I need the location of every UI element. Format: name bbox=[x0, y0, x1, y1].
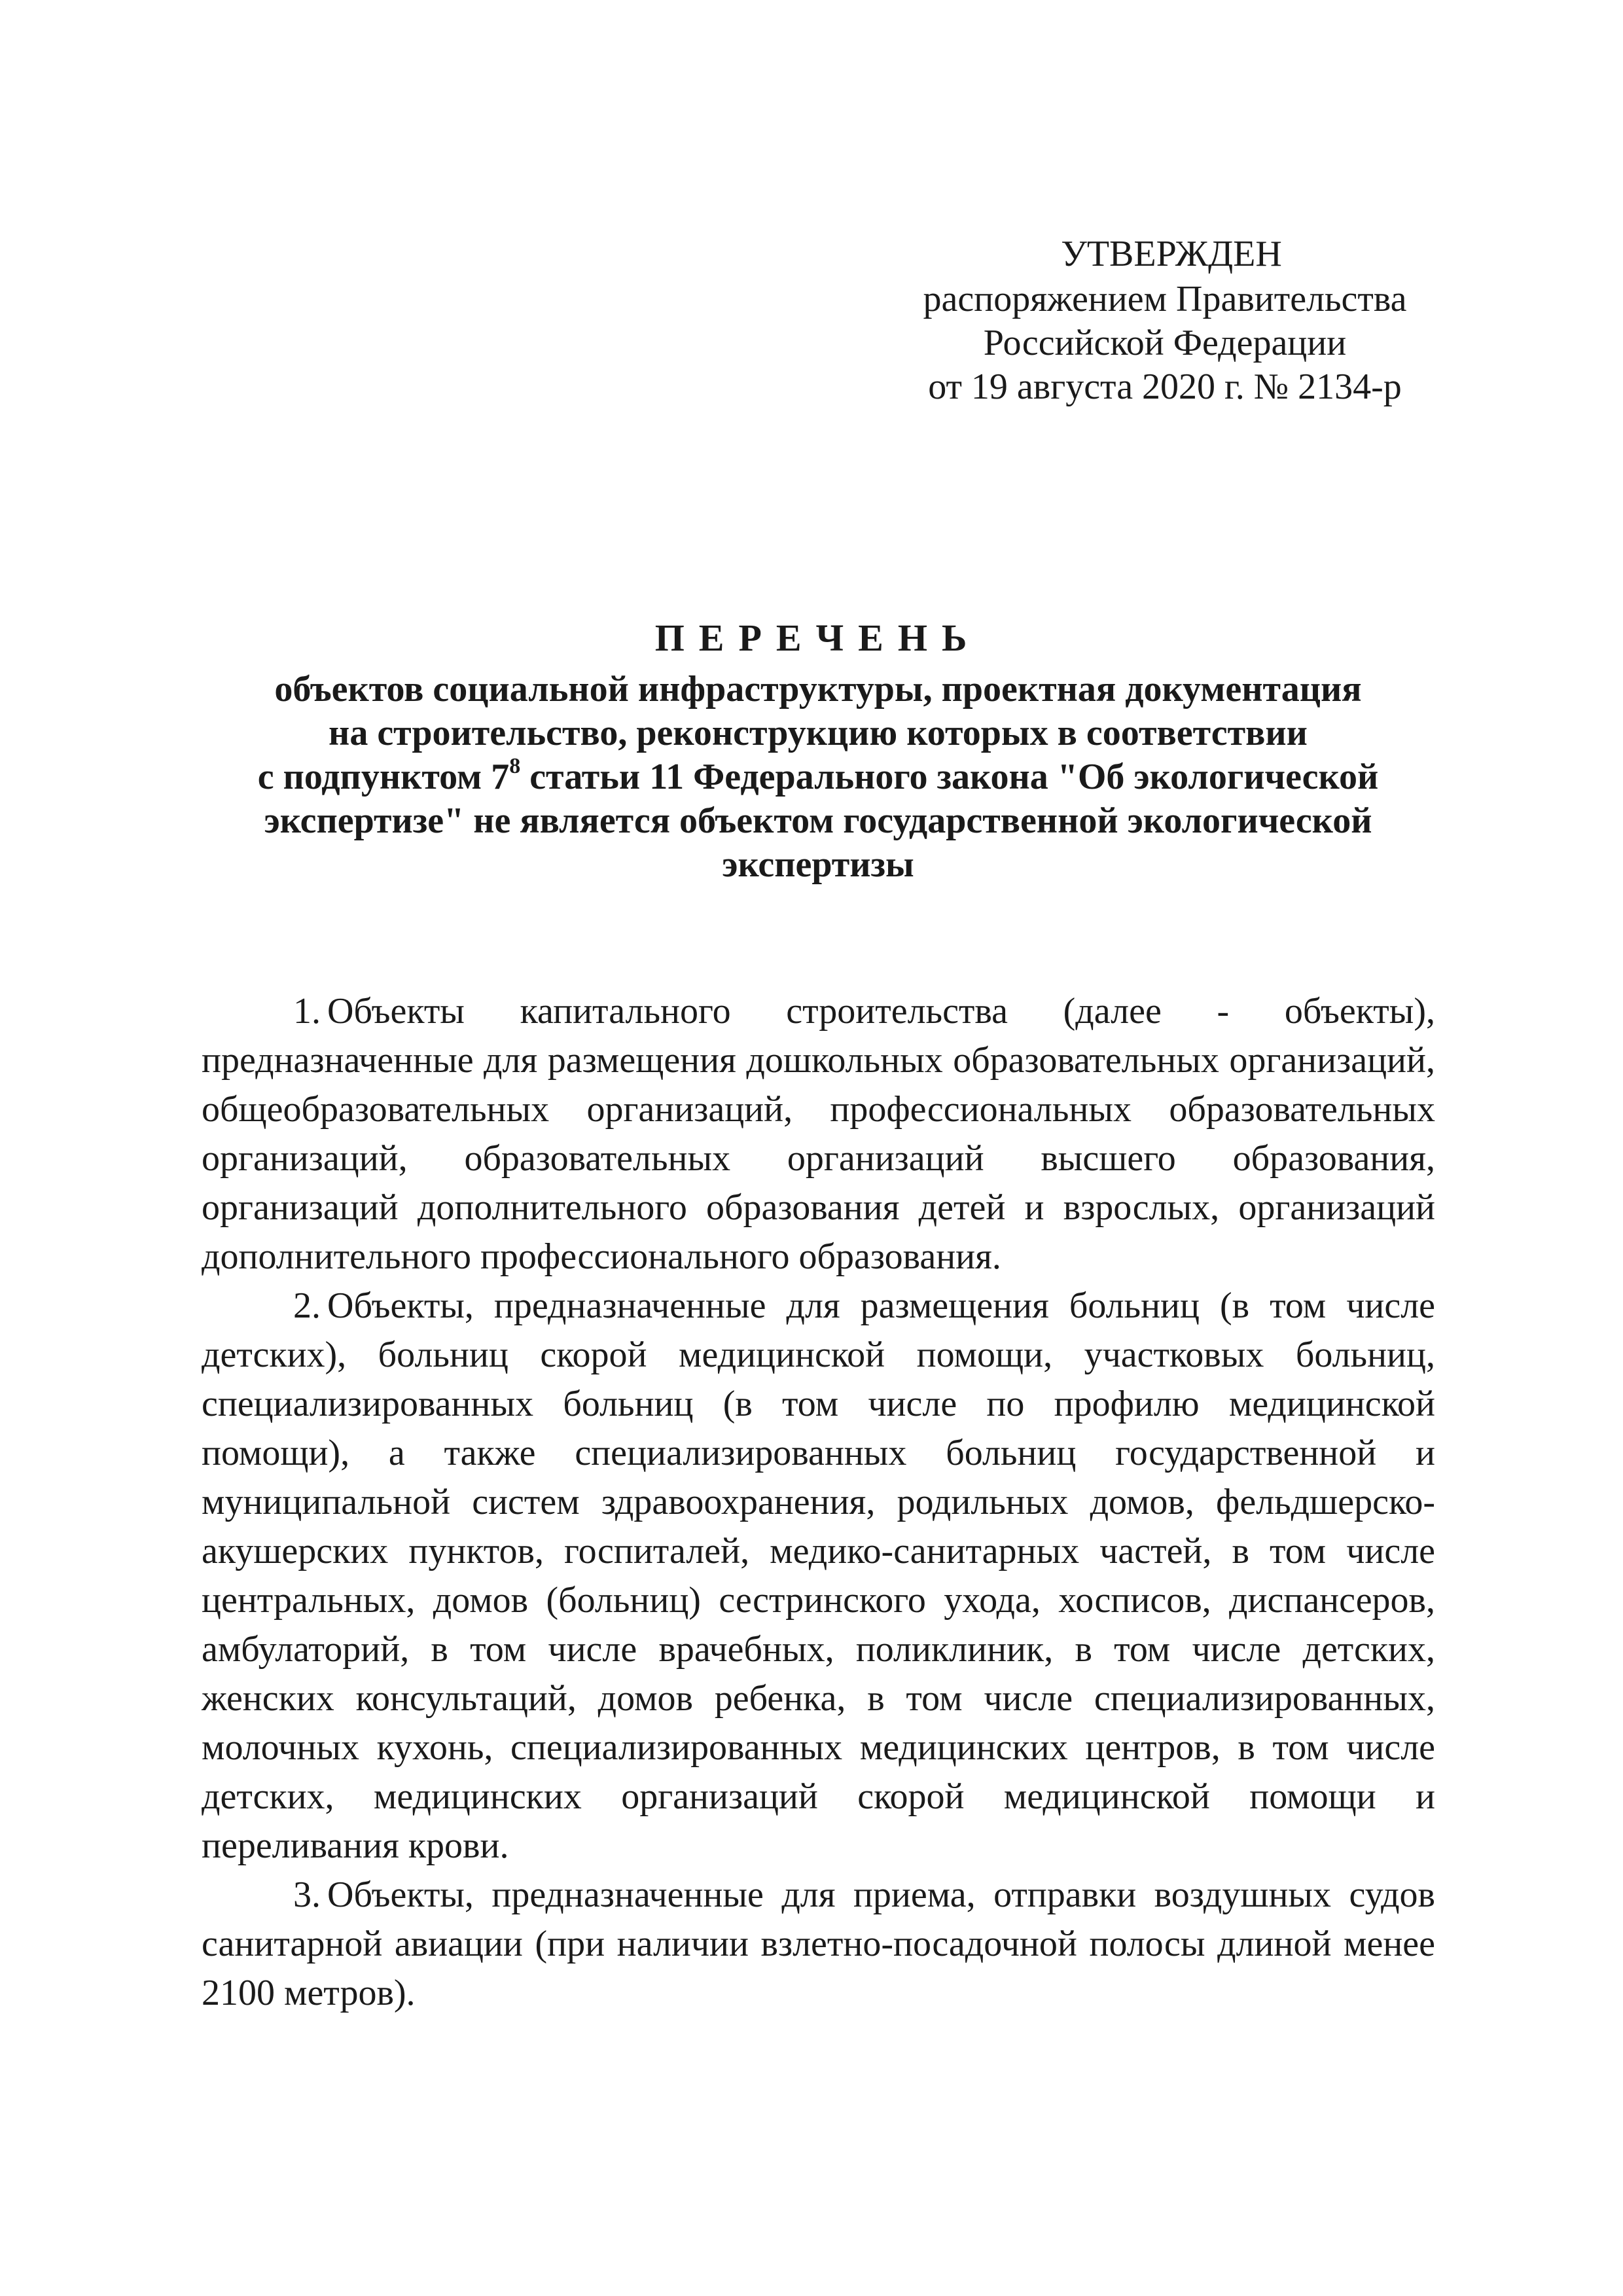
document-title-block bbox=[196, 609, 1440, 887]
subtitle-line-4: экспертизе" не является объектом государственной экологической bbox=[264, 800, 1372, 841]
document-heading: ПЕРЕЧЕНЬ bbox=[654, 617, 982, 659]
subtitle-superscript: 8 bbox=[509, 754, 521, 779]
subtitle-line-5: экспертизы bbox=[722, 844, 914, 885]
approval-line-3: от 19 августа 2020 г. № 2134-р bbox=[928, 367, 1402, 407]
subtitle-line-3-start: с подпунктом 7 bbox=[257, 757, 510, 797]
list-item-3 bbox=[202, 1871, 1435, 2018]
item-number: 2. bbox=[293, 1285, 321, 1326]
item-number: 1. bbox=[293, 991, 321, 1031]
approval-title: УТВЕРЖДЕН bbox=[1061, 234, 1282, 274]
document-body bbox=[202, 987, 1435, 2018]
subtitle-line-3-end: статьи 11 Федерального закона "Об экологической bbox=[520, 757, 1379, 797]
list-item-2 bbox=[202, 1282, 1435, 1871]
approval-stamp bbox=[870, 232, 1459, 409]
subtitle-line-2: на строительство, реконструкцию которых в соответствии bbox=[329, 713, 1308, 753]
approval-line-2: Российской Федерации bbox=[983, 323, 1347, 363]
item-text: Объекты, предназначенные для приема, отправки воздушных судов санитарной авиации (при наличии взлетно-посадочной полосы длиной менее 2100 метров). bbox=[202, 1874, 1435, 2013]
subtitle-line-3 bbox=[196, 755, 1440, 799]
approval-line-1: распоряжением Правительства bbox=[923, 279, 1407, 319]
subtitle-line-1: объектов социальной инфраструктуры, проектная документация bbox=[274, 669, 1362, 709]
item-text: Объекты, предназначенные для размещения больниц (в том числе детских), больниц скорой медицинской помощи, участковых больниц, специализированных больниц (в том числе по профилю медицинской помощи), а также специализированных больниц государственной и муниципальной систем здравоохранения, родильных домов, фельдшерско-акушерских пунктов, госпиталей, медико-санитарных частей, в том числе центральных, домов (больниц) сестринского ухода, хосписов, диспансеров, амбулаторий, в том числе врачебных, поликлиник, в том числе детских, женских консультаций, домов ребенка, в том числе специализированных, молочных кухонь, специализированных медицинских центров, в том числе детских, медицинских организаций скорой медицинской помощи и переливания крови. bbox=[202, 1285, 1435, 1866]
list-item-1 bbox=[202, 987, 1435, 1282]
item-number: 3. bbox=[293, 1874, 321, 1915]
item-text: Объекты капитального строительства (далее - объекты), предназначенные для размещения дошкольных образовательных организаций, общеобразовательных организаций, профессиональных образовательных организаций, образовательных организаций высшего образования, организаций дополнительного образования детей и взрослых, организаций дополнительного профессионального образования. bbox=[202, 991, 1435, 1277]
